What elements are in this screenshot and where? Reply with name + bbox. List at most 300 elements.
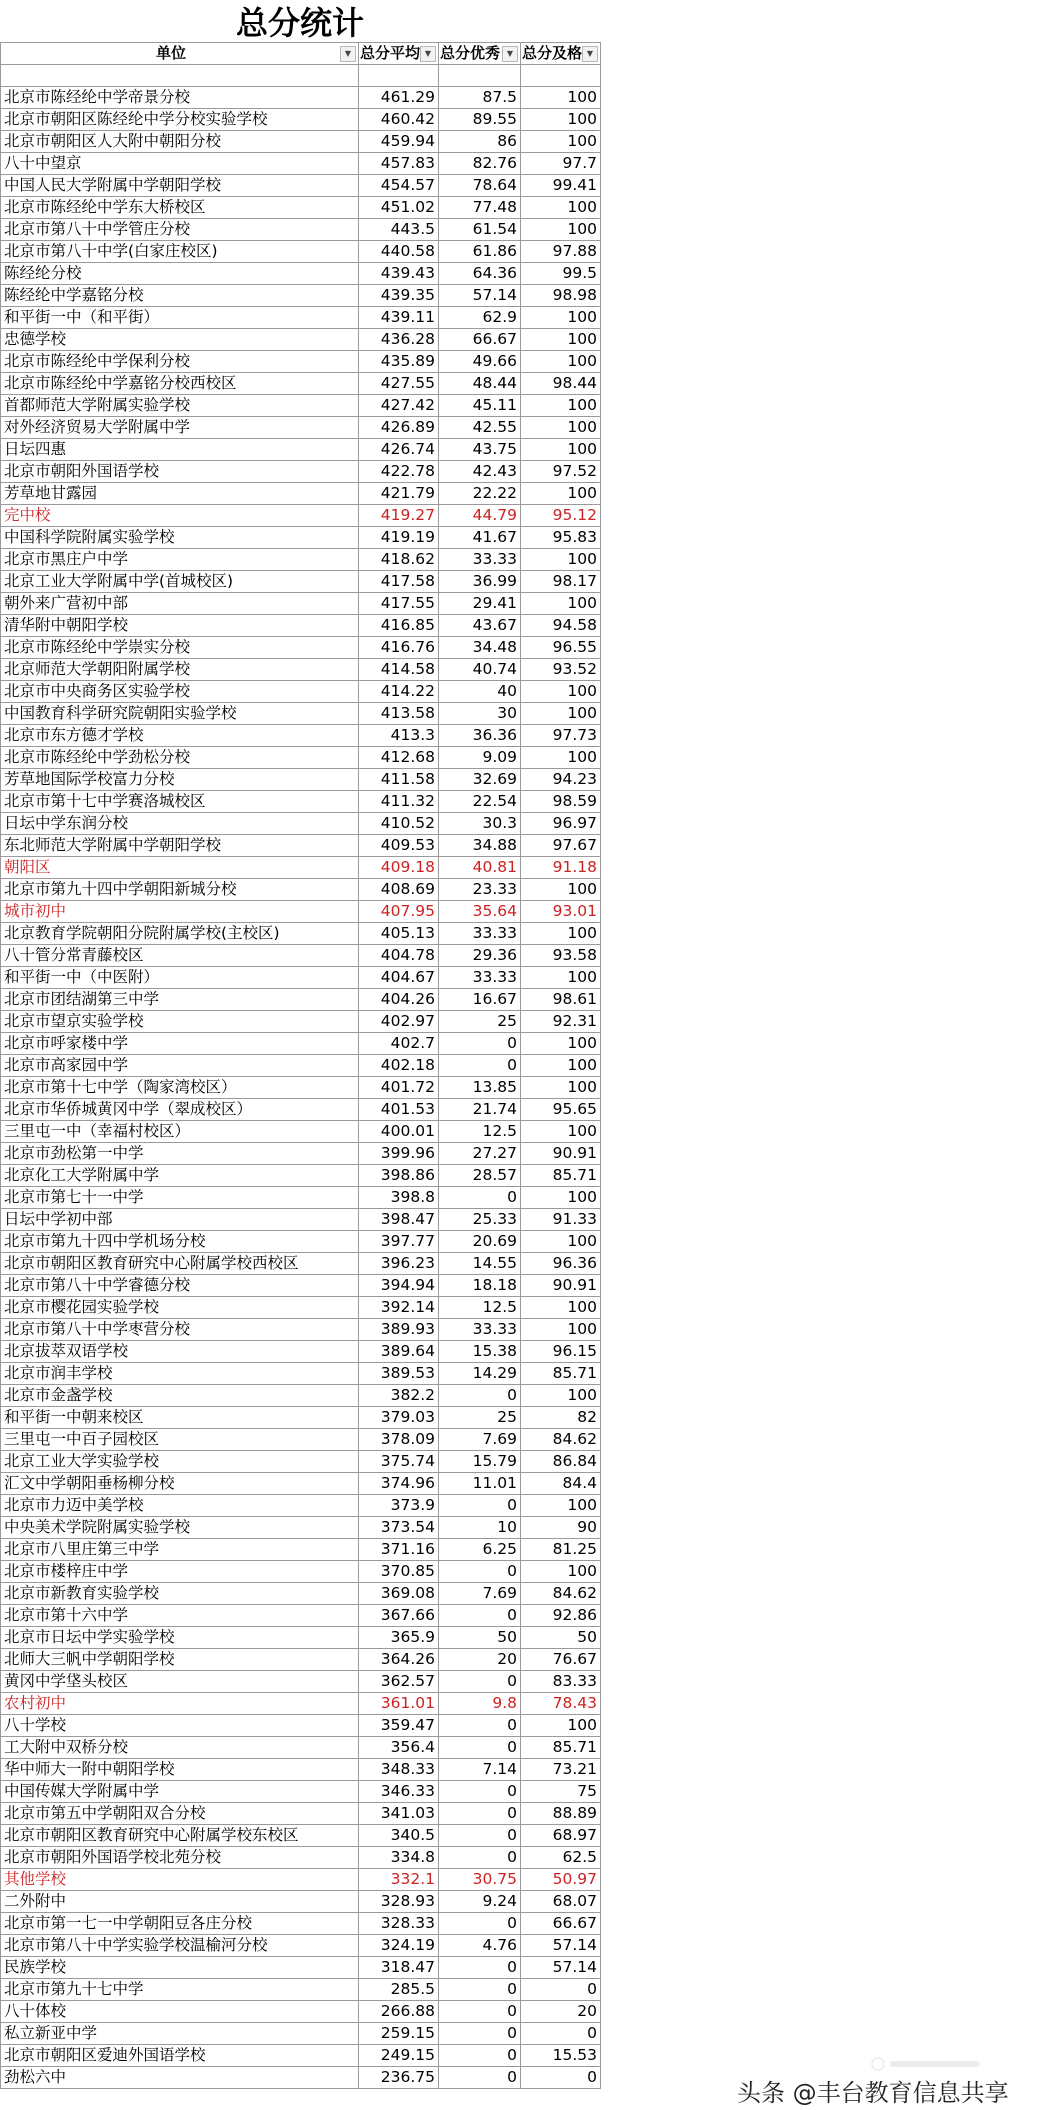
cell-pass-rate[interactable]: 100 — [521, 197, 601, 219]
cell-excellent-rate[interactable]: 18.18 — [439, 1275, 521, 1297]
cell-school-name[interactable]: 北京市东方德才学校 — [1, 725, 359, 747]
cell-avg-score[interactable]: 328.33 — [359, 1913, 439, 1935]
cell-excellent-rate[interactable]: 0 — [439, 1671, 521, 1693]
cell-avg-score[interactable]: 332.1 — [359, 1869, 439, 1891]
cell-avg-score[interactable]: 400.01 — [359, 1121, 439, 1143]
cell-excellent-rate[interactable]: 0 — [439, 2045, 521, 2067]
cell-excellent-rate[interactable]: 36.36 — [439, 725, 521, 747]
cell-pass-rate[interactable]: 76.67 — [521, 1649, 601, 1671]
cell-avg-score[interactable]: 370.85 — [359, 1561, 439, 1583]
cell-excellent-rate[interactable]: 35.64 — [439, 901, 521, 923]
column-header-avg[interactable] — [359, 43, 439, 65]
cell-avg-score[interactable]: 419.27 — [359, 505, 439, 527]
cell-avg-score[interactable]: 362.57 — [359, 1671, 439, 1693]
cell-excellent-rate[interactable]: 0 — [439, 1825, 521, 1847]
cell-excellent-rate[interactable]: 15.79 — [439, 1451, 521, 1473]
cell-avg-score[interactable]: 443.5 — [359, 219, 439, 241]
cell-school-name[interactable]: 北京市第九十四中学朝阳新城分校 — [1, 879, 359, 901]
cell-excellent-rate[interactable]: 86 — [439, 131, 521, 153]
cell-excellent-rate[interactable]: 0 — [439, 2067, 521, 2089]
cell-excellent-rate[interactable]: 27.27 — [439, 1143, 521, 1165]
cell-pass-rate[interactable]: 68.97 — [521, 1825, 601, 1847]
cell-excellent-rate[interactable]: 77.48 — [439, 197, 521, 219]
cell-excellent-rate[interactable]: 33.33 — [439, 967, 521, 989]
cell-excellent-rate[interactable]: 61.54 — [439, 219, 521, 241]
cell-school-name[interactable]: 北京市朝阳外国语学校 — [1, 461, 359, 483]
cell-excellent-rate[interactable]: 9.24 — [439, 1891, 521, 1913]
cell-school-name[interactable]: 北京拔萃双语学校 — [1, 1341, 359, 1363]
cell-school-name[interactable]: 东北师范大学附属中学朝阳学校 — [1, 835, 359, 857]
cell-excellent-rate[interactable]: 0 — [439, 1033, 521, 1055]
cell-school-name[interactable]: 北京市中央商务区实验学校 — [1, 681, 359, 703]
cell-school-name[interactable]: 北京市第八十中学实验学校温榆河分校 — [1, 1935, 359, 1957]
cell-pass-rate[interactable]: 62.5 — [521, 1847, 601, 1869]
cell-school-name[interactable]: 北京市朝阳区教育研究中心附属学校西校区 — [1, 1253, 359, 1275]
cell-school-name[interactable]: 北京市樱花园实验学校 — [1, 1297, 359, 1319]
cell-school-name[interactable]: 北京市日坛中学实验学校 — [1, 1627, 359, 1649]
cell-pass-rate[interactable]: 100 — [521, 1077, 601, 1099]
cell-pass-rate[interactable]: 100 — [521, 1121, 601, 1143]
cell-avg-score[interactable]: 259.15 — [359, 2023, 439, 2045]
cell-excellent-rate[interactable]: 0 — [439, 1715, 521, 1737]
cell-school-name[interactable]: 北京市第八十中学(白家庄校区) — [1, 241, 359, 263]
cell-pass-rate[interactable]: 100 — [521, 131, 601, 153]
cell-school-name[interactable]: 北京市陈经纶中学劲松分校 — [1, 747, 359, 769]
cell-pass-rate[interactable]: 57.14 — [521, 1935, 601, 1957]
cell-avg-score[interactable]: 414.58 — [359, 659, 439, 681]
cell-excellent-rate[interactable]: 30.3 — [439, 813, 521, 835]
cell-excellent-rate[interactable]: 16.67 — [439, 989, 521, 1011]
cell-pass-rate[interactable]: 91.18 — [521, 857, 601, 879]
cell-avg-score[interactable]: 399.96 — [359, 1143, 439, 1165]
cell-avg-score[interactable]: 439.11 — [359, 307, 439, 329]
cell-school-name[interactable]: 北京市陈经纶中学帝景分校 — [1, 87, 359, 109]
cell-excellent-rate[interactable]: 0 — [439, 1803, 521, 1825]
cell-school-name[interactable]: 北京市陈经纶中学嘉铭分校西校区 — [1, 373, 359, 395]
cell-pass-rate[interactable]: 100 — [521, 681, 601, 703]
cell-pass-rate[interactable]: 85.71 — [521, 1363, 601, 1385]
cell-school-name[interactable]: 芳草地国际学校富力分校 — [1, 769, 359, 791]
cell-excellent-rate[interactable]: 0 — [439, 2023, 521, 2045]
cell-school-name[interactable]: 北京市高家园中学 — [1, 1055, 359, 1077]
cell-avg-score[interactable]: 373.9 — [359, 1495, 439, 1517]
cell-school-name[interactable]: 完中校 — [1, 505, 359, 527]
cell-pass-rate[interactable]: 93.58 — [521, 945, 601, 967]
cell-excellent-rate[interactable]: 0 — [439, 1495, 521, 1517]
cell-avg-score[interactable]: 389.64 — [359, 1341, 439, 1363]
cell-excellent-rate[interactable]: 62.9 — [439, 307, 521, 329]
cell-excellent-rate[interactable]: 0 — [439, 1605, 521, 1627]
cell-pass-rate[interactable]: 97.52 — [521, 461, 601, 483]
cell-avg-score[interactable]: 346.33 — [359, 1781, 439, 1803]
cell-avg-score[interactable]: 365.9 — [359, 1627, 439, 1649]
cell-avg-score[interactable]: 318.47 — [359, 1957, 439, 1979]
cell-school-name[interactable]: 北京市新教育实验学校 — [1, 1583, 359, 1605]
cell-excellent-rate[interactable]: 43.75 — [439, 439, 521, 461]
cell-excellent-rate[interactable]: 14.55 — [439, 1253, 521, 1275]
cell-avg-score[interactable]: 402.7 — [359, 1033, 439, 1055]
cell-pass-rate[interactable]: 100 — [521, 307, 601, 329]
cell-excellent-rate[interactable]: 0 — [439, 1957, 521, 1979]
cell-pass-rate[interactable]: 85.71 — [521, 1165, 601, 1187]
cell-school-name[interactable]: 北师大三帆中学朝阳学校 — [1, 1649, 359, 1671]
cell-avg-score[interactable]: 409.18 — [359, 857, 439, 879]
cell-avg-score[interactable]: 334.8 — [359, 1847, 439, 1869]
cell-pass-rate[interactable]: 83.33 — [521, 1671, 601, 1693]
cell-school-name[interactable]: 北京市第九十七中学 — [1, 1979, 359, 2001]
cell-excellent-rate[interactable]: 40.81 — [439, 857, 521, 879]
cell-avg-score[interactable]: 416.76 — [359, 637, 439, 659]
cell-avg-score[interactable]: 396.23 — [359, 1253, 439, 1275]
cell-pass-rate[interactable]: 92.86 — [521, 1605, 601, 1627]
cell-avg-score[interactable]: 427.55 — [359, 373, 439, 395]
cell-pass-rate[interactable]: 100 — [521, 1495, 601, 1517]
cell-pass-rate[interactable]: 81.25 — [521, 1539, 601, 1561]
cell-school-name[interactable]: 三里屯一中（幸福村校区） — [1, 1121, 359, 1143]
cell-avg-score[interactable]: 407.95 — [359, 901, 439, 923]
cell-school-name[interactable]: 陈经纶中学嘉铭分校 — [1, 285, 359, 307]
cell-pass-rate[interactable]: 99.5 — [521, 263, 601, 285]
cell-excellent-rate[interactable]: 0 — [439, 2001, 521, 2023]
column-header-excellent[interactable] — [439, 43, 521, 65]
cell-avg-score[interactable]: 422.78 — [359, 461, 439, 483]
cell-excellent-rate[interactable]: 15.38 — [439, 1341, 521, 1363]
cell-excellent-rate[interactable]: 11.01 — [439, 1473, 521, 1495]
cell-avg-score[interactable]: 359.47 — [359, 1715, 439, 1737]
cell-excellent-rate[interactable]: 82.76 — [439, 153, 521, 175]
cell-avg-score[interactable]: 341.03 — [359, 1803, 439, 1825]
cell-school-name[interactable]: 黄冈中学垡头校区 — [1, 1671, 359, 1693]
cell-avg-score[interactable]: 236.75 — [359, 2067, 439, 2089]
cell-school-name[interactable]: 华中师大一附中朝阳学校 — [1, 1759, 359, 1781]
cell-excellent-rate[interactable]: 66.67 — [439, 329, 521, 351]
cell-excellent-rate[interactable]: 23.33 — [439, 879, 521, 901]
cell-pass-rate[interactable]: 97.7 — [521, 153, 601, 175]
cell-avg-score[interactable]: 375.74 — [359, 1451, 439, 1473]
cell-excellent-rate[interactable]: 49.66 — [439, 351, 521, 373]
cell-excellent-rate[interactable]: 78.64 — [439, 175, 521, 197]
cell-school-name[interactable]: 朝外来广营初中部 — [1, 593, 359, 615]
cell-pass-rate[interactable]: 20 — [521, 2001, 601, 2023]
cell-avg-score[interactable]: 426.74 — [359, 439, 439, 461]
cell-pass-rate[interactable]: 95.83 — [521, 527, 601, 549]
cell-school-name[interactable]: 北京市第五中学朝阳双合分校 — [1, 1803, 359, 1825]
cell-pass-rate[interactable]: 94.23 — [521, 769, 601, 791]
cell-pass-rate[interactable]: 66.67 — [521, 1913, 601, 1935]
cell-pass-rate[interactable]: 99.41 — [521, 175, 601, 197]
cell-pass-rate[interactable]: 100 — [521, 329, 601, 351]
cell-pass-rate[interactable]: 96.15 — [521, 1341, 601, 1363]
cell-avg-score[interactable]: 405.13 — [359, 923, 439, 945]
cell-avg-score[interactable]: 416.85 — [359, 615, 439, 637]
cell-school-name[interactable]: 北京市力迈中美学校 — [1, 1495, 359, 1517]
cell-excellent-rate[interactable]: 0 — [439, 1979, 521, 2001]
cell-school-name[interactable]: 农村初中 — [1, 1693, 359, 1715]
cell-excellent-rate[interactable]: 20.69 — [439, 1231, 521, 1253]
cell-excellent-rate[interactable]: 40 — [439, 681, 521, 703]
cell-school-name[interactable]: 和平街一中朝来校区 — [1, 1407, 359, 1429]
cell-school-name[interactable]: 日坛四惠 — [1, 439, 359, 461]
table-cell[interactable] — [359, 65, 439, 87]
cell-avg-score[interactable]: 340.5 — [359, 1825, 439, 1847]
cell-avg-score[interactable]: 426.89 — [359, 417, 439, 439]
cell-excellent-rate[interactable]: 41.67 — [439, 527, 521, 549]
cell-avg-score[interactable]: 356.4 — [359, 1737, 439, 1759]
cell-school-name[interactable]: 北京市第十七中学（陶家湾校区） — [1, 1077, 359, 1099]
cell-pass-rate[interactable]: 100 — [521, 549, 601, 571]
cell-pass-rate[interactable]: 90.91 — [521, 1143, 601, 1165]
cell-school-name[interactable]: 中国人民大学附属中学朝阳学校 — [1, 175, 359, 197]
cell-school-name[interactable]: 北京市朝阳区人大附中朝阳分校 — [1, 131, 359, 153]
cell-pass-rate[interactable]: 100 — [521, 593, 601, 615]
table-cell[interactable] — [439, 65, 521, 87]
cell-pass-rate[interactable]: 97.67 — [521, 835, 601, 857]
cell-avg-score[interactable]: 285.5 — [359, 1979, 439, 2001]
cell-pass-rate[interactable]: 86.84 — [521, 1451, 601, 1473]
cell-avg-score[interactable]: 417.55 — [359, 593, 439, 615]
cell-school-name[interactable]: 北京师范大学朝阳附属学校 — [1, 659, 359, 681]
cell-excellent-rate[interactable]: 45.11 — [439, 395, 521, 417]
cell-school-name[interactable]: 对外经济贸易大学附属中学 — [1, 417, 359, 439]
cell-excellent-rate[interactable]: 28.57 — [439, 1165, 521, 1187]
cell-avg-score[interactable]: 412.68 — [359, 747, 439, 769]
cell-school-name[interactable]: 北京市楼梓庄中学 — [1, 1561, 359, 1583]
cell-school-name[interactable]: 二外附中 — [1, 1891, 359, 1913]
cell-pass-rate[interactable]: 82 — [521, 1407, 601, 1429]
cell-avg-score[interactable]: 394.94 — [359, 1275, 439, 1297]
cell-excellent-rate[interactable]: 29.41 — [439, 593, 521, 615]
cell-avg-score[interactable]: 379.03 — [359, 1407, 439, 1429]
cell-school-name[interactable]: 劲松六中 — [1, 2067, 359, 2089]
cell-avg-score[interactable]: 389.53 — [359, 1363, 439, 1385]
cell-excellent-rate[interactable]: 64.36 — [439, 263, 521, 285]
cell-pass-rate[interactable]: 0 — [521, 2023, 601, 2045]
cell-excellent-rate[interactable]: 0 — [439, 1913, 521, 1935]
cell-pass-rate[interactable]: 78.43 — [521, 1693, 601, 1715]
cell-avg-score[interactable]: 421.79 — [359, 483, 439, 505]
cell-pass-rate[interactable]: 75 — [521, 1781, 601, 1803]
cell-school-name[interactable]: 北京市第一七一中学朝阳豆各庄分校 — [1, 1913, 359, 1935]
cell-school-name[interactable]: 首都师范大学附属实验学校 — [1, 395, 359, 417]
cell-pass-rate[interactable]: 15.53 — [521, 2045, 601, 2067]
cell-pass-rate[interactable]: 94.58 — [521, 615, 601, 637]
cell-school-name[interactable]: 汇文中学朝阳垂杨柳分校 — [1, 1473, 359, 1495]
cell-pass-rate[interactable]: 95.65 — [521, 1099, 601, 1121]
cell-pass-rate[interactable]: 97.88 — [521, 241, 601, 263]
cell-school-name[interactable]: 陈经纶分校 — [1, 263, 359, 285]
cell-pass-rate[interactable]: 100 — [521, 109, 601, 131]
cell-pass-rate[interactable]: 100 — [521, 439, 601, 461]
cell-avg-score[interactable]: 410.52 — [359, 813, 439, 835]
cell-pass-rate[interactable]: 100 — [521, 351, 601, 373]
cell-pass-rate[interactable]: 100 — [521, 417, 601, 439]
cell-avg-score[interactable]: 440.58 — [359, 241, 439, 263]
cell-avg-score[interactable]: 373.54 — [359, 1517, 439, 1539]
cell-pass-rate[interactable]: 100 — [521, 703, 601, 725]
filter-dropdown-icon[interactable]: ▼ — [502, 46, 518, 62]
cell-avg-score[interactable]: 328.93 — [359, 1891, 439, 1913]
cell-excellent-rate[interactable]: 7.69 — [439, 1583, 521, 1605]
cell-pass-rate[interactable]: 100 — [521, 1187, 601, 1209]
cell-pass-rate[interactable]: 96.36 — [521, 1253, 601, 1275]
cell-avg-score[interactable]: 324.19 — [359, 1935, 439, 1957]
cell-pass-rate[interactable]: 96.97 — [521, 813, 601, 835]
cell-excellent-rate[interactable]: 6.25 — [439, 1539, 521, 1561]
cell-excellent-rate[interactable]: 25 — [439, 1011, 521, 1033]
cell-pass-rate[interactable]: 93.52 — [521, 659, 601, 681]
cell-avg-score[interactable]: 402.97 — [359, 1011, 439, 1033]
cell-avg-score[interactable]: 409.53 — [359, 835, 439, 857]
cell-excellent-rate[interactable]: 21.74 — [439, 1099, 521, 1121]
cell-school-name[interactable]: 北京市望京实验学校 — [1, 1011, 359, 1033]
cell-avg-score[interactable]: 398.86 — [359, 1165, 439, 1187]
cell-pass-rate[interactable]: 95.12 — [521, 505, 601, 527]
cell-excellent-rate[interactable]: 42.55 — [439, 417, 521, 439]
cell-avg-score[interactable]: 367.66 — [359, 1605, 439, 1627]
cell-pass-rate[interactable]: 96.55 — [521, 637, 601, 659]
cell-excellent-rate[interactable]: 57.14 — [439, 285, 521, 307]
cell-excellent-rate[interactable]: 48.44 — [439, 373, 521, 395]
cell-excellent-rate[interactable]: 0 — [439, 1385, 521, 1407]
cell-excellent-rate[interactable]: 9.09 — [439, 747, 521, 769]
cell-avg-score[interactable]: 427.42 — [359, 395, 439, 417]
cell-school-name[interactable]: 北京市第八十中学睿德分校 — [1, 1275, 359, 1297]
cell-school-name[interactable]: 中国传媒大学附属中学 — [1, 1781, 359, 1803]
cell-pass-rate[interactable]: 100 — [521, 1033, 601, 1055]
filter-dropdown-icon[interactable]: ▼ — [420, 46, 436, 62]
cell-excellent-rate[interactable]: 50 — [439, 1627, 521, 1649]
cell-excellent-rate[interactable]: 30.75 — [439, 1869, 521, 1891]
cell-school-name[interactable]: 三里屯一中百子园校区 — [1, 1429, 359, 1451]
cell-excellent-rate[interactable]: 87.5 — [439, 87, 521, 109]
cell-excellent-rate[interactable]: 20 — [439, 1649, 521, 1671]
cell-avg-score[interactable]: 404.26 — [359, 989, 439, 1011]
cell-pass-rate[interactable]: 98.17 — [521, 571, 601, 593]
cell-excellent-rate[interactable]: 7.14 — [439, 1759, 521, 1781]
cell-avg-score[interactable]: 408.69 — [359, 879, 439, 901]
cell-avg-score[interactable]: 398.8 — [359, 1187, 439, 1209]
cell-pass-rate[interactable]: 100 — [521, 923, 601, 945]
cell-school-name[interactable]: 八十体校 — [1, 2001, 359, 2023]
column-header-name[interactable] — [1, 43, 359, 65]
cell-school-name[interactable]: 和平街一中（和平街） — [1, 307, 359, 329]
cell-school-name[interactable]: 中央美术学院附属实验学校 — [1, 1517, 359, 1539]
filter-dropdown-icon[interactable]: ▼ — [340, 46, 356, 62]
cell-avg-score[interactable]: 402.18 — [359, 1055, 439, 1077]
cell-school-name[interactable]: 日坛中学东润分校 — [1, 813, 359, 835]
cell-avg-score[interactable]: 401.53 — [359, 1099, 439, 1121]
cell-avg-score[interactable]: 460.42 — [359, 109, 439, 131]
cell-excellent-rate[interactable]: 12.5 — [439, 1121, 521, 1143]
cell-pass-rate[interactable]: 97.73 — [521, 725, 601, 747]
cell-excellent-rate[interactable]: 9.8 — [439, 1693, 521, 1715]
cell-pass-rate[interactable]: 100 — [521, 1715, 601, 1737]
cell-excellent-rate[interactable]: 89.55 — [439, 109, 521, 131]
cell-school-name[interactable]: 清华附中朝阳学校 — [1, 615, 359, 637]
cell-school-name[interactable]: 北京市陈经纶中学东大桥校区 — [1, 197, 359, 219]
cell-school-name[interactable]: 八十中望京 — [1, 153, 359, 175]
cell-avg-score[interactable]: 436.28 — [359, 329, 439, 351]
cell-pass-rate[interactable]: 0 — [521, 1979, 601, 2001]
cell-pass-rate[interactable]: 68.07 — [521, 1891, 601, 1913]
cell-pass-rate[interactable]: 91.33 — [521, 1209, 601, 1231]
cell-excellent-rate[interactable]: 25.33 — [439, 1209, 521, 1231]
cell-avg-score[interactable]: 419.19 — [359, 527, 439, 549]
cell-avg-score[interactable]: 382.2 — [359, 1385, 439, 1407]
cell-school-name[interactable]: 八十管分常青藤校区 — [1, 945, 359, 967]
cell-avg-score[interactable]: 364.26 — [359, 1649, 439, 1671]
cell-pass-rate[interactable]: 98.59 — [521, 791, 601, 813]
cell-excellent-rate[interactable]: 0 — [439, 1737, 521, 1759]
cell-pass-rate[interactable]: 0 — [521, 2067, 601, 2089]
cell-avg-score[interactable]: 397.77 — [359, 1231, 439, 1253]
cell-school-name[interactable]: 北京市第九十四中学机场分校 — [1, 1231, 359, 1253]
cell-pass-rate[interactable]: 88.89 — [521, 1803, 601, 1825]
cell-excellent-rate[interactable]: 30 — [439, 703, 521, 725]
cell-school-name[interactable]: 忠德学校 — [1, 329, 359, 351]
cell-excellent-rate[interactable]: 42.43 — [439, 461, 521, 483]
cell-excellent-rate[interactable]: 29.36 — [439, 945, 521, 967]
cell-pass-rate[interactable]: 100 — [521, 87, 601, 109]
cell-avg-score[interactable]: 417.58 — [359, 571, 439, 593]
cell-avg-score[interactable]: 404.78 — [359, 945, 439, 967]
cell-pass-rate[interactable]: 50 — [521, 1627, 601, 1649]
cell-pass-rate[interactable]: 100 — [521, 747, 601, 769]
cell-school-name[interactable]: 工大附中双桥分校 — [1, 1737, 359, 1759]
cell-excellent-rate[interactable]: 12.5 — [439, 1297, 521, 1319]
cell-school-name[interactable]: 北京市陈经纶中学保利分校 — [1, 351, 359, 373]
cell-excellent-rate[interactable]: 43.67 — [439, 615, 521, 637]
cell-school-name[interactable]: 北京市第十六中学 — [1, 1605, 359, 1627]
cell-school-name[interactable]: 北京市八里庄第三中学 — [1, 1539, 359, 1561]
cell-school-name[interactable]: 北京工业大学实验学校 — [1, 1451, 359, 1473]
cell-school-name[interactable]: 城市初中 — [1, 901, 359, 923]
cell-pass-rate[interactable]: 84.62 — [521, 1429, 601, 1451]
cell-pass-rate[interactable]: 100 — [521, 1385, 601, 1407]
cell-school-name[interactable]: 芳草地甘露园 — [1, 483, 359, 505]
cell-school-name[interactable]: 和平街一中（中医附） — [1, 967, 359, 989]
cell-school-name[interactable]: 私立新亚中学 — [1, 2023, 359, 2045]
cell-school-name[interactable]: 北京教育学院朝阳分院附属学校(主校区) — [1, 923, 359, 945]
cell-avg-score[interactable]: 435.89 — [359, 351, 439, 373]
cell-pass-rate[interactable]: 93.01 — [521, 901, 601, 923]
table-cell[interactable] — [1, 65, 359, 87]
table-cell[interactable] — [521, 65, 601, 87]
cell-avg-score[interactable]: 369.08 — [359, 1583, 439, 1605]
cell-avg-score[interactable]: 389.93 — [359, 1319, 439, 1341]
cell-pass-rate[interactable]: 85.71 — [521, 1737, 601, 1759]
cell-school-name[interactable]: 中国科学院附属实验学校 — [1, 527, 359, 549]
cell-school-name[interactable]: 中国教育科学研究院朝阳实验学校 — [1, 703, 359, 725]
cell-avg-score[interactable]: 413.3 — [359, 725, 439, 747]
cell-excellent-rate[interactable]: 25 — [439, 1407, 521, 1429]
cell-avg-score[interactable]: 418.62 — [359, 549, 439, 571]
cell-school-name[interactable]: 北京工业大学附属中学(首城校区) — [1, 571, 359, 593]
cell-avg-score[interactable]: 348.33 — [359, 1759, 439, 1781]
cell-pass-rate[interactable]: 100 — [521, 219, 601, 241]
cell-pass-rate[interactable]: 100 — [521, 1055, 601, 1077]
cell-school-name[interactable]: 北京市第八十中学枣营分校 — [1, 1319, 359, 1341]
cell-avg-score[interactable]: 439.43 — [359, 263, 439, 285]
cell-pass-rate[interactable]: 90.91 — [521, 1275, 601, 1297]
cell-school-name[interactable]: 其他学校 — [1, 1869, 359, 1891]
column-header-pass[interactable] — [521, 43, 601, 65]
cell-school-name[interactable]: 北京市金盏学校 — [1, 1385, 359, 1407]
cell-avg-score[interactable]: 398.47 — [359, 1209, 439, 1231]
cell-excellent-rate[interactable]: 13.85 — [439, 1077, 521, 1099]
cell-excellent-rate[interactable]: 33.33 — [439, 923, 521, 945]
cell-avg-score[interactable]: 411.58 — [359, 769, 439, 791]
